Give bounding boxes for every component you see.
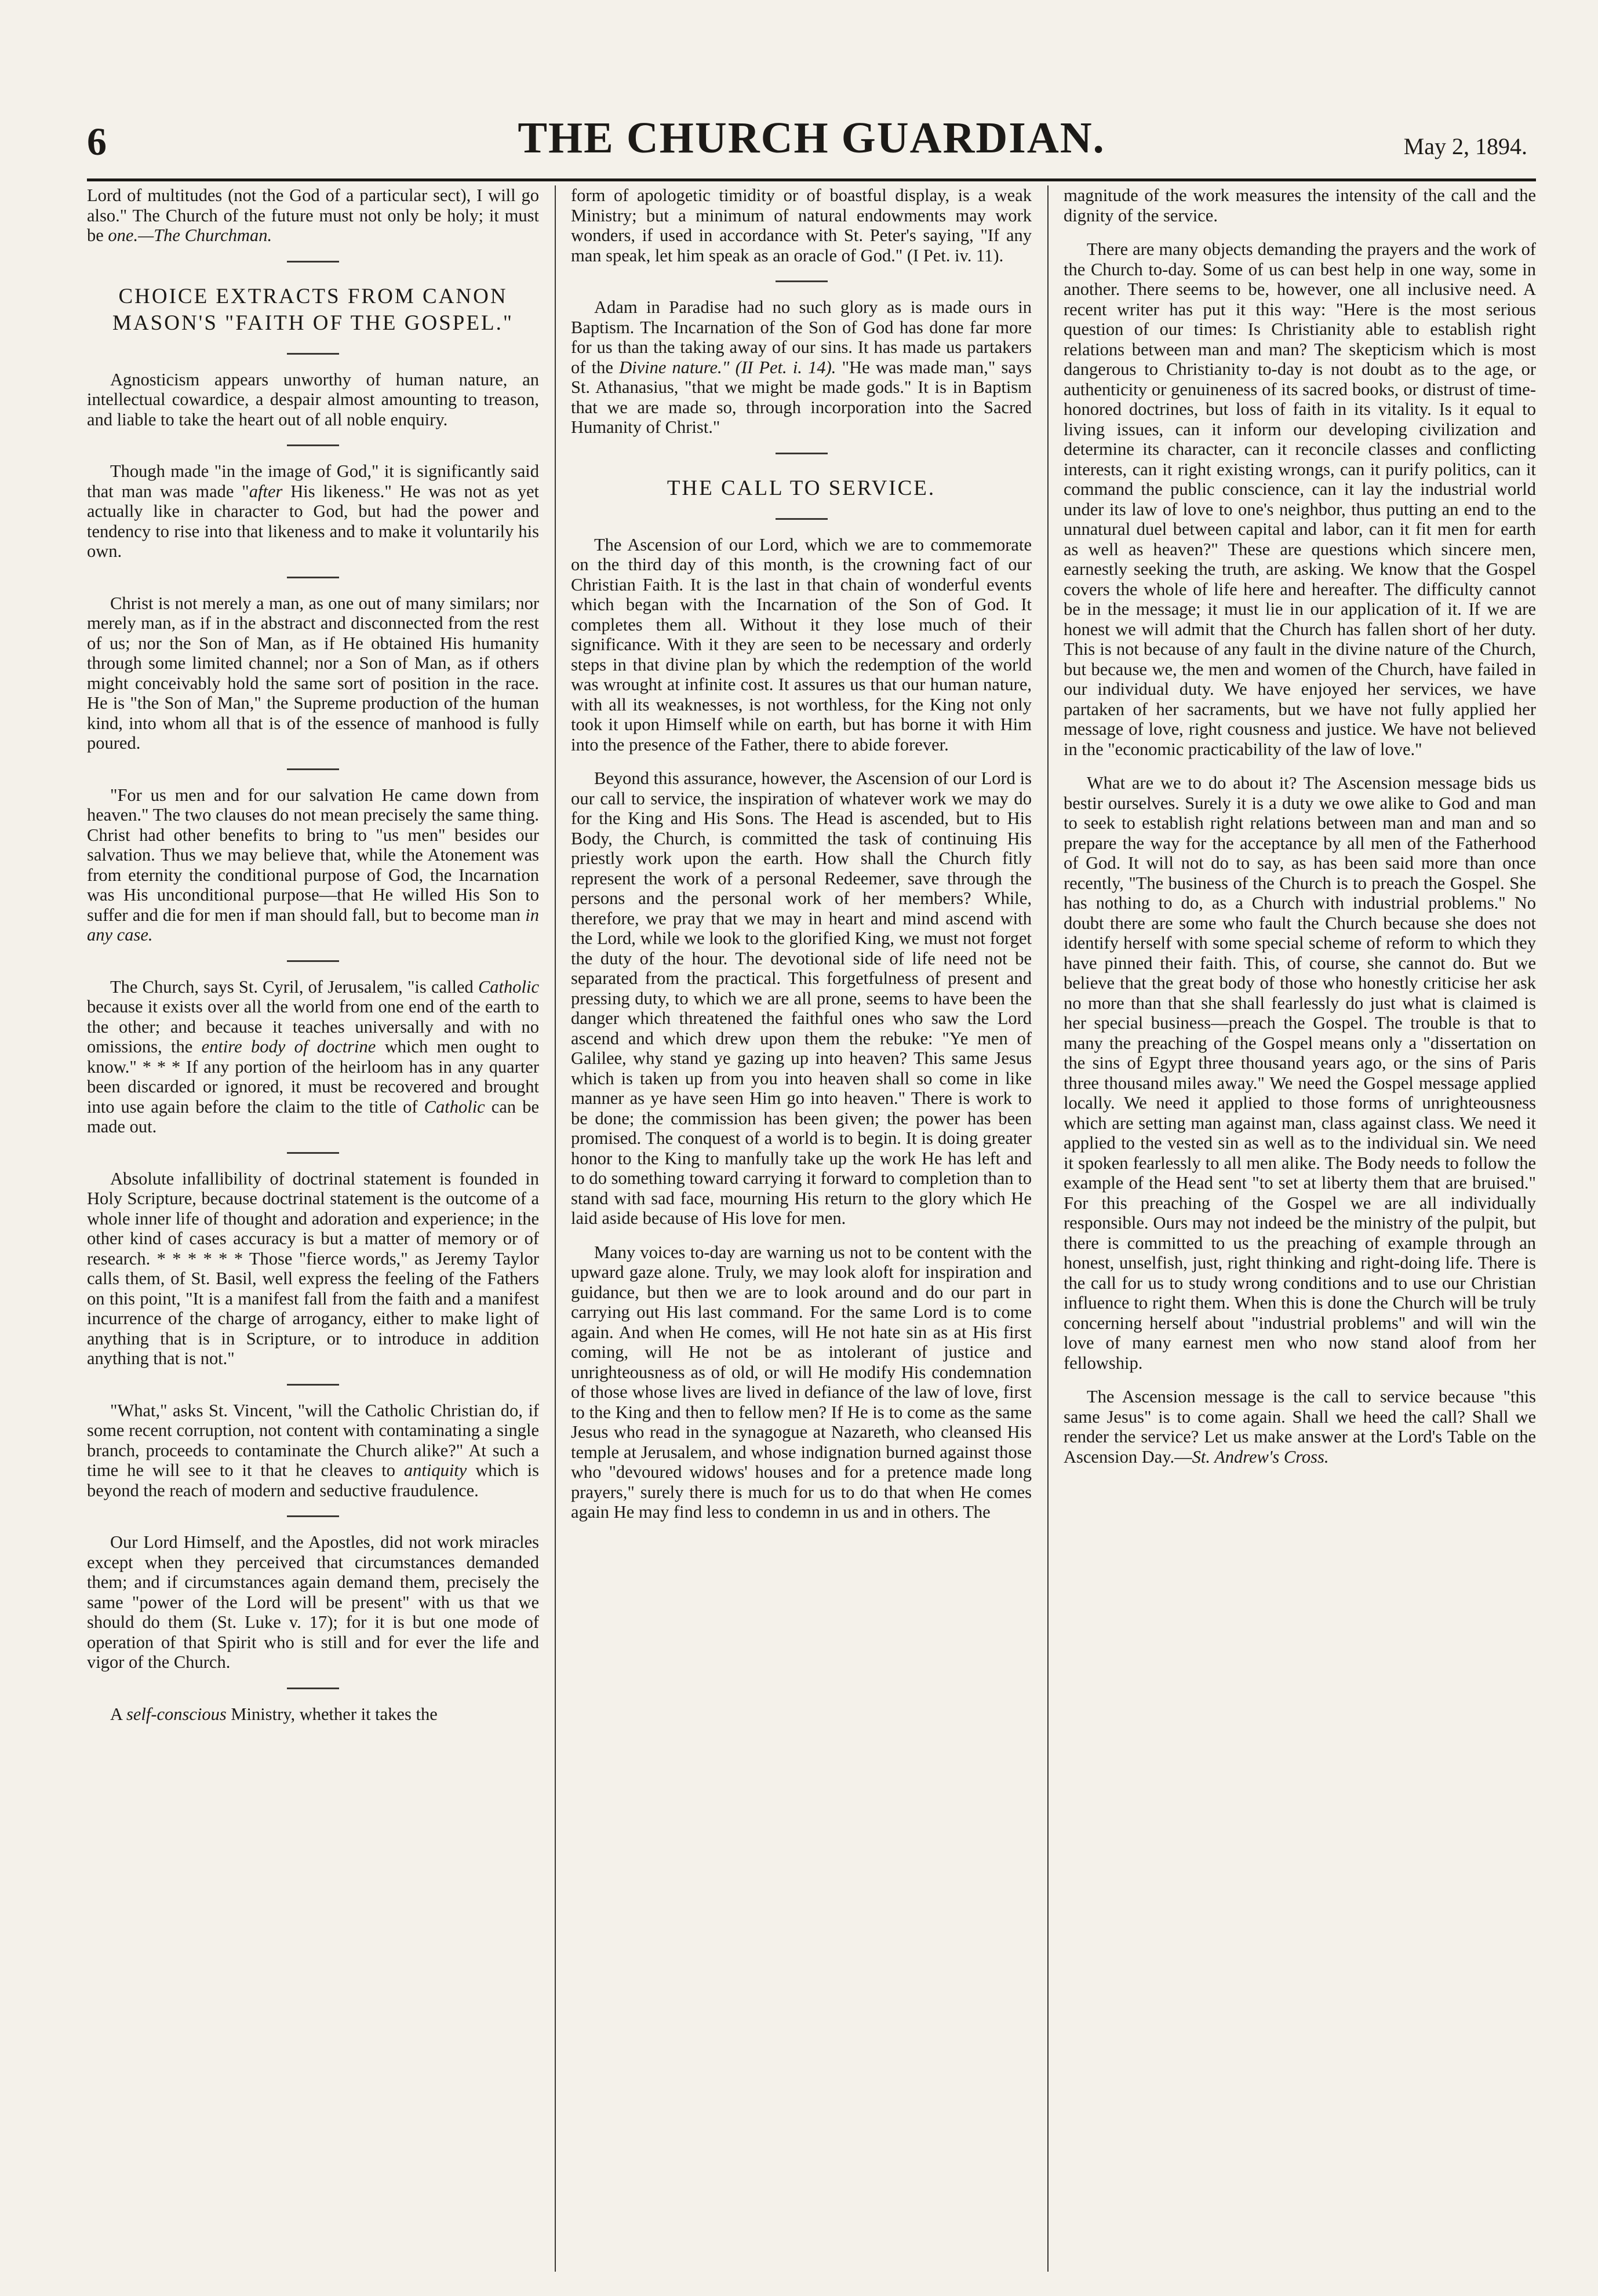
separator [776, 453, 828, 454]
paragraph: Christ is not merely a man, as one out of many similars; nor merely man, as if in the abstract and disconnected from the rest of us; nor the Son of Man, as if He obtained His humanity through some limited channel; nor a Son of Man, as if others might conceivably hold the same sort of position in the race. He is "the Son of Man," the Supreme production of the human kind, into whom all that is of the essence of manhood is fully poured. [87, 593, 539, 753]
separator [287, 768, 339, 770]
column-rule [555, 185, 556, 2272]
newspaper-title: THE CHURCH GUARDIAN. [518, 114, 1105, 162]
paragraph: "For us men and for our salvation He came down from heaven." The two clauses do not mean precisely the same thing. Christ had other benefits to bring to "us men" besides our salvation. Thus we may believe that, while the Atonement was from eternity the conditional purpose of God, the Incarnation was His unconditional purpose—that He willed His Son to suffer and die for men if man should fall, but to become man in any case. [87, 785, 539, 945]
separator [776, 280, 828, 282]
paragraph: The Ascension message is the call to service because "this same Jesus" is to come again. Shall we heed the call? Shall we render the service? Let us make answer at the Lord's Table on the Ascension Day.—St. Andrew's Cross. [1064, 1387, 1536, 1467]
column-rule [1047, 185, 1049, 2272]
header-rule [87, 178, 1536, 181]
separator [287, 1152, 339, 1154]
article-heading: CHOICE EXTRACTS FROM CANON MASON'S "FAITH OF THE GOSPEL." [112, 284, 514, 335]
paragraph: form of apologetic timidity or of boastful display, is a weak Ministry; but a minimum of natural endowments may work wonders, if used in accordance with St. Peter's saying, "If any man speak, let him speak as an oracle of God." (I Pet. iv. 11). [571, 185, 1032, 265]
paragraph: The Church, says St. Cyril, of Jerusalem, "is called Catholic because it exists over all the world from one end of the earth to the other; and because it teaches universally and with no omissions, the entire body of doctrine which men ought to know." * * * If any portion of the heirloom has in any quarter been discarded or ignored, it must be recovered and brought into use again before the claim to the title of Catholic can be made out. [87, 976, 539, 1136]
issue-date: May 2, 1894. [1403, 133, 1527, 159]
separator [287, 960, 339, 962]
article-heading: THE CALL TO SERVICE. [667, 476, 936, 500]
separator [287, 1515, 339, 1517]
separator [287, 261, 339, 263]
paragraph: "What," asks St. Vincent, "will the Catholic Christian do, if some recent corruption, not content with contaminating a single branch, proceeds to contaminate the Church alike?" At such a time he will see to it that he cleaves to antiquity which is beyond the reach of modern and seductive fraudulence. [87, 1400, 539, 1500]
paragraph: magnitude of the work measures the intensity of the call and the dignity of the service. [1064, 185, 1536, 225]
paragraph: Our Lord Himself, and the Apostles, did not work miracles except when they perceived that circumstances demanded them; and if circumstances again demand them, precisely the same "power of the Lord will be present" with us that we should do them (St. Luke v. 17); for it is but one mode of operation of that Spirit who is still and for ever the life and vigor of the Church. [87, 1532, 539, 1672]
column-2 [571, 185, 1032, 2272]
separator [776, 518, 828, 520]
paragraph: A self-conscious Ministry, whether it takes the [110, 1704, 438, 1724]
paragraph: Adam in Paradise had no such glory as is made ours in Baptism. The Incarnation of the Son of God has done far more for us than the taking away of our sins. It has made us partakers of the Divine nature." (II Pet. i. 14). "He was made man," says St. Athanasius, "that we might be made gods." It is in Baptism that we are made so, through incorporation into the Sacred Humanity of Christ." [571, 297, 1032, 437]
page-number: 6 [87, 119, 107, 163]
separator [287, 444, 339, 446]
paragraph: What are we to do about it? The Ascension message bids us bestir ourselves. Surely it is a duty we owe alike to God and man to seek to establish right relations between man and man and so prepare the way for the acceptance by all men of the Fatherhood of God. It will not do to say, as has been said more than once recently, "The business of the Church is to preach the Gospel. She has nothing to do, as a Church with industrial problems." No doubt there are some who fault the Church because she does not identify herself with some special scheme of reform to which they have pinned their faith. This, of course, she cannot do. But we believe that the great body of those who honestly criticise her ask no more than that she shall fearlessly do just what is claimed is her special business—preach the Gospel. The trouble is that to many the preaching of the Gospel means only a "dissertation on the sins of Egypt three thousand years ago, or the sins of Paris three thousand miles away." We need the Gospel message applied locally. We need it applied to those forms of unrighteousness which are setting man against man, class against class. We need it applied to the vested sin as well as to the individual sin. We need it spoken fearlessly to all men alike. The Body needs to follow the example of the Head sent "to set at liberty them that are bruised." For this preaching of the Gospel we are all individually responsible. Ours may not indeed be the ministry of the pulpit, but there is committed to us the preaching of example through an honest, unselfish, just, right thinking and right-doing life. There is the call for us to study wrong conditions and to use our Christian influence to right them. When this is done the Church will be truly concerning herself about "industrial problems" and will win the love of many earnest men who now stand aloof from her fellowship. [1064, 773, 1536, 1373]
paragraph: Beyond this assurance, however, the Ascension of our Lord is our call to service, the inspiration of whatever work we may do for the King and His Sons. The Head is ascended, but to His Body, the Church, is committed the task of continuing His priestly work upon the earth. How shall the Church fitly represent the work of a personal Redeemer, save through the persons and the personal work of her members? While, therefore, we pray that we may in heart and mind ascend with the Lord, while we look to the glorified King, we must not forget the duty of the hour. The devotional side of life need not be separated from the practical. This forgetfulness of present and pressing duty, to which we are all prone, seems to have been the danger which threatened the faithful ones who saw the Lord ascend and which drew upon them the rebuke: "Ye men of Galilee, why stand ye gazing up into heaven? This same Jesus which is taken up from you into heaven shall so come in like manner as ye have seen Him go into heaven." There is work to be done; the commission has been given; the power has been promised. The conquest of a world is to begin. It is doing greater honor to the King to manfully take up the work He has left and to do something toward carrying it forward to completion than to stand with sad face, mourning His return to the glory which He laid aside because of His love for men. [571, 768, 1032, 1228]
paragraph: Many voices to-day are warning us not to be content with the upward gaze alone. Truly, we may look aloft for inspiration and guidance, but then we are to look around and do our part in carrying out His last command. For the same Lord is to come again. And when He comes, will He not hate sin as at His first coming, will He not be as intolerant of justice and unrighteousness as of old, or will He modify His condemnation of those whose lives are lived in defiance of the law of love, first to the King and then to fellow men? If He is to come as the same Jesus who read in the synagogue at Nazareth, who cleansed His temple at Jerusalem, and whose indignation burned against those who "devoured widows' houses and for a pretence made long prayers," surely there is much for us to do that when He comes again He may find less to condemn in us and in others. The [571, 1242, 1032, 1522]
paragraph: The Ascension of our Lord, which we are to commemorate on the third day of this month, is the crowning fact of our Christian Faith. It is the last in that chain of wonderful events which began with the Incarnation of the Son of God. It completes them all. Without it they lose much of their significance. With it they are seen to be necessary and orderly steps in that divine plan by which the redemption of the world was wrought at infinite cost. It assures us that our human nature, with all its weaknesses, is not worthless, for the King not only took it upon Himself while on earth, but has borne it with Him into the presence of the Father, there to abide forever. [571, 534, 1032, 755]
page-header [87, 113, 1536, 177]
paragraph: There are many objects demanding the prayers and the work of the Church to-day. Some of us can best help in one way, some in another. There seems to be, however, one all inclusive need. A recent writer has put it this way: "Here is the most serious question of our times: Is Christianity able to establish right relations between man and man? The skepticism which is most dangerous to Christianity to-day is not doubt as to the age, or authenticity or genuineness of its sacred books, or distrust of time-honored doctrines, but loss of faith in its vitality. Is it equal to living issues, can it inform our developing civilization and determine its character, can it reconcile classes and conflicting interests, can it right existing wrongs, can it purify politics, can it command the public conscience, can it lay the industrial world under its law of love to one's neighbor, thus putting an end to the unnatural duel between capital and labor, can it fit men for earth as well as heaven?" These are questions which sincere men, earnestly seeking the truth, are asking. We know that the Gospel covers the whole of life here and hereafter. The difficulty cannot be in the message; it must lie in our application of it. If we are honest we will admit that the Church has fallen short of her duty. This is not because of any fault in the divine nature of the Church, but because we, the men and women of the Church, have failed in our individual duty. We have enjoyed her services, we have partaken of her sacraments, but we have not fully applied her message of love, right cousness and justice. We have not believed in the "economic practicability of the law of love." [1064, 239, 1536, 759]
paragraph: Though made "in the image of God," it is significantly said that man was made "after His likeness." He was not as yet actually like in character to God, but had the power and tendency to rise into that likeness and to make it voluntarily his own. [87, 461, 539, 561]
separator [287, 353, 339, 355]
separator [287, 1688, 339, 1689]
paragraph: Absolute infallibility of doctrinal statement is founded in Holy Scripture, because doctrinal statement is the outcome of a whole inner life of thought and adoration and experience; in the other kind of cases accuracy is but a matter of memory or of research. * * * * * * Those "fierce words," as Jeremy Taylor calls them, of St. Basil, well express the feeling of the Fathers on this point, "It is a manifest fall from the faith and a manifest incurrence of the charge of arrogancy, either to make light of anything that is in Scripture, or to introduce in addition anything that is not." [87, 1168, 539, 1368]
paragraph: Lord of multitudes (not the God of a particular sect), I will go also." The Church of the future must not only be holy; it must be one.—The Churchman. [87, 185, 539, 245]
separator [287, 577, 339, 578]
separator [287, 1384, 339, 1386]
column-1 [87, 185, 539, 2272]
column-3 [1064, 185, 1536, 2272]
paragraph: Agnosticism appears unworthy of human nature, an intellectual cowardice, a despair almost amounting to treason, and liable to take the heart out of all noble enquiry. [87, 369, 539, 429]
